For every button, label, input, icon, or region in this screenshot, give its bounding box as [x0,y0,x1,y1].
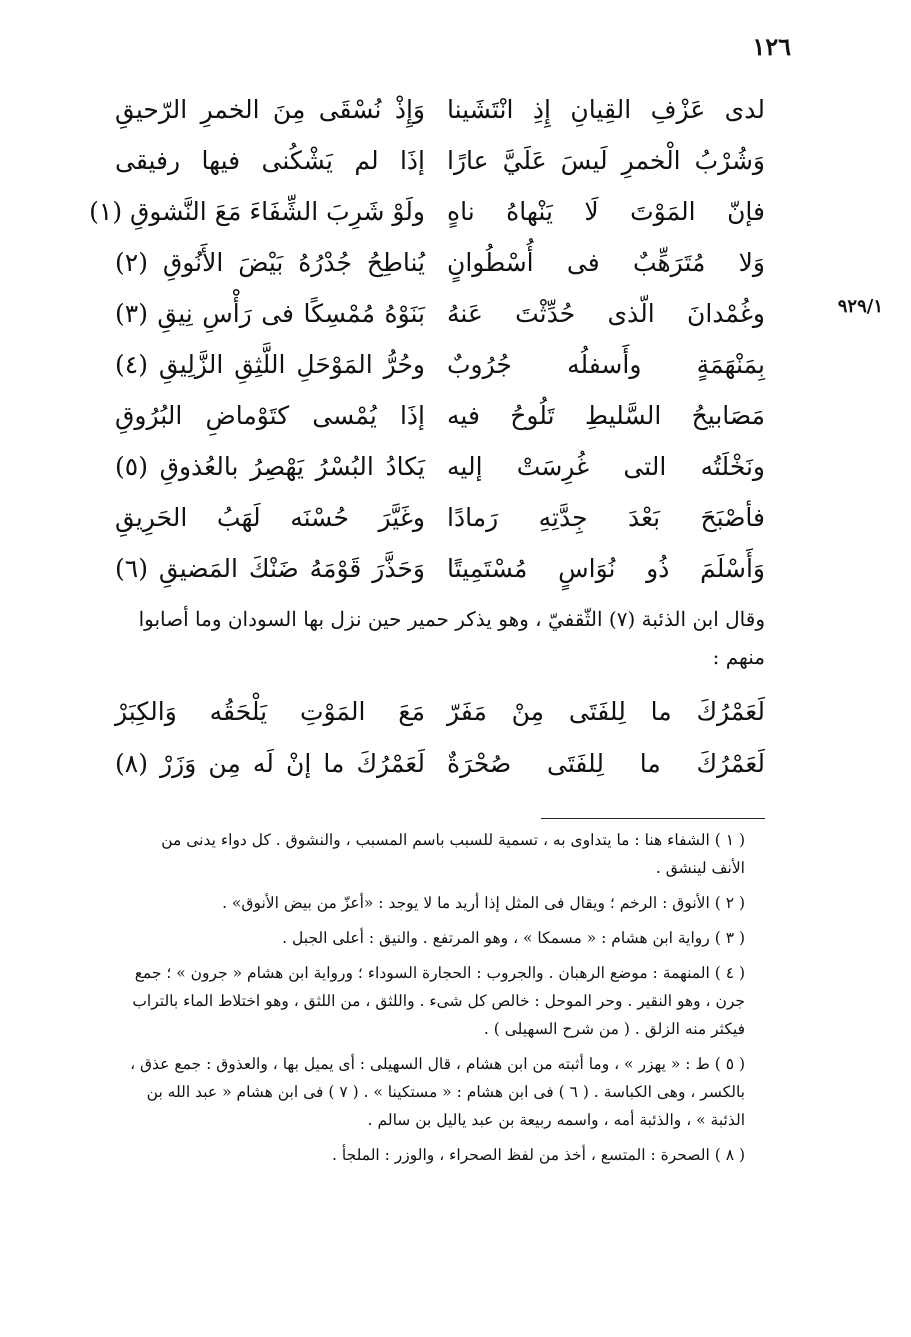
first-hemistich: وَأَسْلَمَ ذُو نُوَاسٍ مُسْتَمِيتًا [447,554,765,583]
first-hemistich: لَعَمْرُكَ ما لِلفَتَى صُحْرَةٌ [447,749,765,778]
first-hemistich: بِمَنْهَمَةٍ وأَسفلُه جُرُوبٌ [447,350,765,379]
second-hemistich: وَإِذْ نُسْقَى مِنَ الخمرِ الرّحيقِ [115,95,425,124]
verse-line [115,339,765,390]
verse-line [115,441,765,492]
first-hemistich: لدى عَزْفِ القِيانِ إِذِ انْتَشَينا [447,95,765,124]
verse-line [115,288,765,339]
poem-block [89,84,765,594]
verse-line [89,186,765,237]
footnote: ( ٣ ) رواية ابن هشام : « مسمكا » ، وهو المرتفع . والنيق : أعلى الجبل . [282,929,745,947]
footnote: ( ٤ ) المنهمة : موضع الرهبان . والجروب : الحجارة السوداء ؛ ورواية ابن هشام « جرون » ؛ جمع جرن ، وهو النقير . وحر الموحل : خالص كل شىء . واللثق ، من اللثق ، وهو اختلاط الماء بالتراب فيكثر منه الزلق . ( من شرح السهيلى ) . [132,964,745,1038]
first-hemistich: ونَخْلَتُه التى غُرِسَتْ إليه [447,452,765,481]
footnotes-section [125,826,765,1176]
verse-line [115,390,765,441]
first-hemistich: وغُمْدانَ الّذى حُدِّثْتَ عَنهُ [447,299,765,328]
poem-block [115,686,765,790]
second-hemistich: يَكادُ البُسْرُ يَهْصِرُ بالعُذوقِ (٥) [115,452,425,481]
footnote: ( ٢ ) الأنوق : الرخم ؛ ويقال فى المثل إذا أريد ما لا يوجد : «أعزّ من بيض الأنوق» . [222,894,745,912]
verse-line [115,543,765,594]
page-number: ١٢٦ [752,32,791,61]
footnote-divider [541,818,765,819]
second-hemistich: إذَا يُمْسى كتَوْماضِ البُرُوقِ [115,401,425,430]
verse-line [115,135,765,186]
first-hemistich: لَعَمْرُكَ ما لِلفَتَى مِنْ مَفَرّ [447,697,765,726]
second-hemistich: بَنَوْهُ مُمْسِكًا فى رَأْسِ نِيقِ (٣) [115,299,425,328]
second-hemistich: وَحَذَّرَ قَوْمَهُ ضَنْكَ المَضيقِ (٦) [115,554,425,583]
footnote: ( ٨ ) الصحرة : المتسع ، أخذ من لفظ الصحراء ، والوزر : الملجأ . [332,1146,745,1164]
first-hemistich: فأصْبَحَ بَعْدَ جِدَّتِهِ رَمادًا [447,503,765,532]
second-hemistich: ولَوْ شَرِبَ الشِّفَاءَ مَعَ النَّشوقِ (١) [89,197,425,226]
first-hemistich: فإنّ المَوْتَ لَا يَنْهاهُ ناهٍ [447,197,765,226]
prose-introduction: وقال ابن الذئبة (٧) الثّقفيّ ، وهو يذكر حمير حين نزل بها السودان وما أصابوا منهم : [138,607,765,669]
first-hemistich: وَلا مُتَرَهِّبٌ فى أُسْطُوانٍ [447,248,765,277]
verse-line [115,738,765,790]
verse-line [115,492,765,543]
first-hemistich: مَصَابيحُ السَّليطِ تَلُوحُ فيه [447,401,765,430]
verse-line [115,686,765,738]
footnote: ( ٥ ) ط : « يهزر » ، وما أثبته من ابن هشام ، قال السهيلى : أى يميل بها ، والعذوق : جمع عذق ، بالكسر ، وهى الكباسة . ( ٦ ) فى ابن هشام : « مستكينا » . ( ٧ ) فى ابن هشام « عبد الله بن الذئبة » ، والذئبة أمه ، واسمه ربيعة بن عبد ياليل بن سالم . [130,1055,745,1129]
verse-line [115,84,765,135]
verse-line [115,237,765,288]
second-hemistich: وغَيَّرَ حُسْنَه لَهَبُ الحَرِيقِ [115,503,425,532]
margin-reference: ٩٢٩/١ [837,296,883,317]
first-hemistich: وَشُرْبُ الْخمرِ لَيسَ عَلَيَّ عارًا [447,146,765,175]
second-hemistich: مَعَ المَوْتِ يَلْحَقُه وَالكِبَرْ [115,697,425,726]
second-hemistich: وحُرُّ المَوْحَلِ اللَّثِقِ الزَّلِيقِ (٤) [115,350,425,379]
footnote: ( ١ ) الشفاء هنا : ما يتداوى به ، تسمية للسبب باسم المسبب ، والنشوق . كل دواء يدنى من الأنف لينشق . [161,831,745,877]
second-hemistich: يُناطِحُ جُدْرُهُ بَيْضَ الأَنُوقِ (٢) [115,248,425,277]
second-hemistich: إذَا لم يَشْكُنى فيها رفيقى [115,146,425,175]
second-hemistich: لَعَمْرُكَ ما إنْ لَه مِن وَزَرْ (٨) [115,749,425,778]
